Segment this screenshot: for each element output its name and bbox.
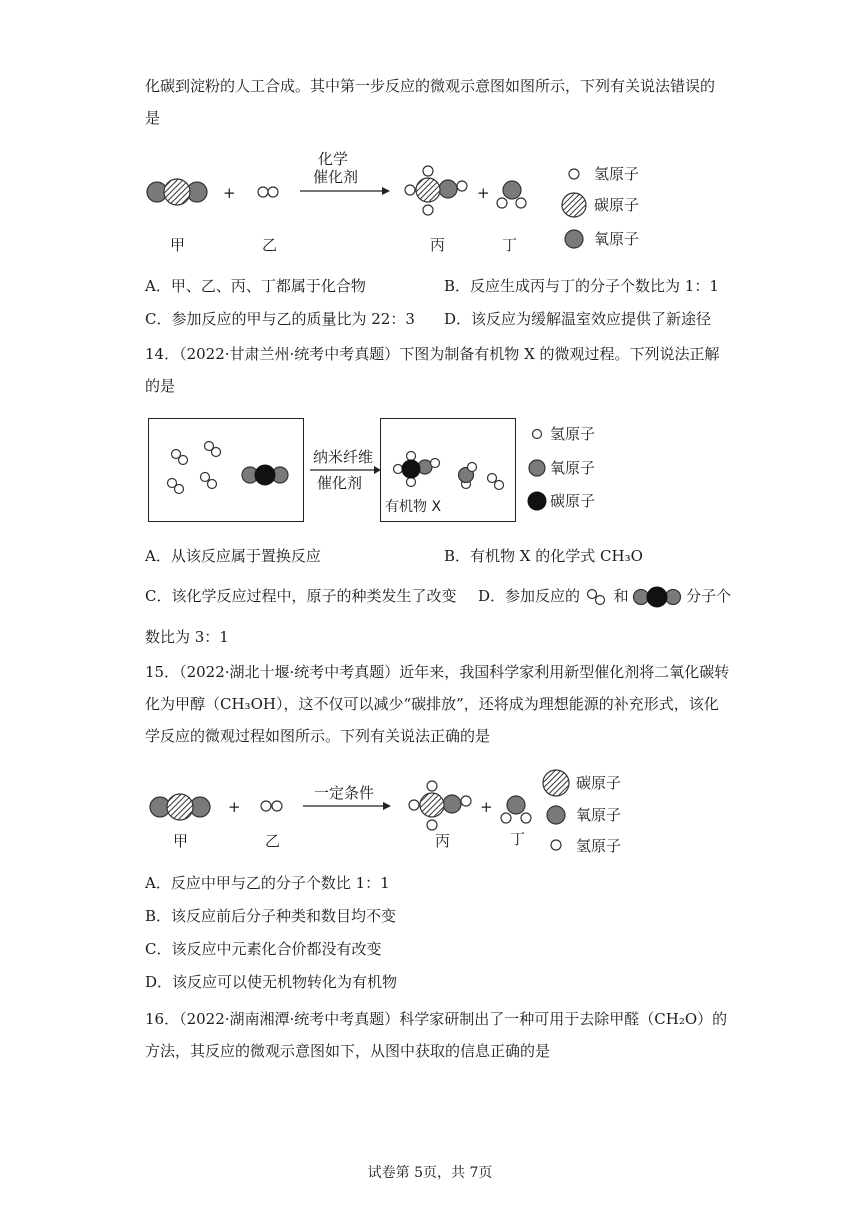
legend-hydrogen: 氢原子 xyxy=(550,425,596,443)
q14-option-d xyxy=(478,586,731,607)
q14-arrow-bottom-text: 催化剂 xyxy=(317,474,363,492)
label-yi: 乙 xyxy=(265,832,281,850)
q13-legend-icons xyxy=(560,162,590,252)
q13-option-b: B．反应生成丙与丁的分子个数比为 1：1 xyxy=(444,277,719,295)
q16-text-line1: 16．（2022·湖南湘潭·统考中考真题）科学家研制出了一种可用于去除甲醛（CH₂O）的 xyxy=(145,1010,728,1028)
q13-text-line2: 是 xyxy=(145,109,161,127)
plus-sign: + xyxy=(223,184,236,202)
q13-option-d: D．该反应为缓解温室效应提供了新途径 xyxy=(444,310,712,328)
q14-reactant-molecules xyxy=(150,420,300,520)
q15-molecule-jia xyxy=(148,787,228,827)
label-yi: 乙 xyxy=(262,236,278,254)
reaction-arrow-icon xyxy=(303,801,391,811)
q15-text-line3: 学反应的微观过程如图所示。下列有关说法正确的是 xyxy=(145,727,491,745)
page-footer: 试卷第 5页，共 7页 xyxy=(367,1165,493,1181)
legend-oxygen: 氧原子 xyxy=(594,230,640,248)
legend-carbon: 碳原子 xyxy=(550,492,596,510)
q16-text-line2: 方法，其反应的微观示意图如下，从图中获取的信息正确的是 xyxy=(145,1042,551,1060)
q13-arrow-top-text: 化学 xyxy=(318,150,349,168)
q14-product-molecules xyxy=(382,420,512,500)
q13-arrow-bottom-text: 催化剂 xyxy=(313,168,359,186)
q14-option-d-mid: 和 xyxy=(613,587,629,605)
q15-molecule-yi xyxy=(260,797,290,817)
hydrogen-molecule-icon xyxy=(585,589,609,605)
q14-option-b: B．有机物 X 的化学式 CH₃O xyxy=(444,547,643,565)
label-ding: 丁 xyxy=(510,830,526,848)
q15-arrow-top-text: 一定条件 xyxy=(314,784,375,802)
plus-sign: + xyxy=(228,798,241,816)
q15-molecule-bing xyxy=(405,777,475,837)
reaction-arrow-icon xyxy=(300,186,390,196)
label-bing: 丙 xyxy=(435,832,451,850)
label-ding: 丁 xyxy=(502,236,518,254)
q14-text-line1: 14．（2022·甘肃兰州·统考中考真题）下图为制备有机物 X 的微观过程。下列说法正解 xyxy=(145,345,720,363)
q14-option-c: C．该化学反应过程中，原子的种类发生了改变 xyxy=(145,587,457,605)
q13-molecule-ding xyxy=(494,177,530,213)
q13-option-a: A．甲、乙、丙、丁都属于化合物 xyxy=(145,277,366,295)
q13-molecule-jia xyxy=(145,172,225,212)
label-jia: 甲 xyxy=(173,832,189,850)
q14-text-line2: 的是 xyxy=(145,377,176,395)
legend-carbon: 碳原子 xyxy=(594,196,640,214)
legend-hydrogen: 氢原子 xyxy=(594,165,640,183)
q13-option-c: C．参加反应的甲与乙的质量比为 22：3 xyxy=(145,310,415,328)
q15-option-b: B．该反应前后分子种类和数目均不变 xyxy=(145,907,397,925)
legend-oxygen: 氧原子 xyxy=(550,459,596,477)
legend-hydrogen: 氢原子 xyxy=(576,837,622,855)
q14-arrow-top-text: 纳米纤维 xyxy=(313,448,374,466)
label-jia: 甲 xyxy=(170,236,186,254)
q15-option-c: C．该反应中元素化合价都没有改变 xyxy=(145,940,382,958)
q13-molecule-yi xyxy=(257,183,287,203)
q15-option-d: D．该反应可以使无机物转化为有机物 xyxy=(145,973,398,991)
q14-option-d-post: 分子个 xyxy=(686,587,732,605)
plus-sign: + xyxy=(480,798,493,816)
q13-text-line1: 化碳到淀粉的人工合成。其中第一步反应的微观示意图如图所示，下列有关说法错误的 xyxy=(145,77,716,95)
q15-text-line1: 15．（2022·湖北十堰·统考中考真题）近年来，我国科学家利用新型催化剂将二氧化碳转 xyxy=(145,663,730,681)
q15-molecule-ding xyxy=(498,792,534,828)
q14-option-d-continued: 数比为 3：1 xyxy=(145,628,229,646)
q14-option-a: A．从该反应属于置换反应 xyxy=(145,547,321,565)
q13-molecule-bing xyxy=(400,162,470,222)
legend-carbon: 碳原子 xyxy=(576,774,622,792)
reaction-arrow-icon xyxy=(310,465,380,475)
q15-legend-icons xyxy=(540,768,574,858)
carbon-dioxide-molecule-icon xyxy=(633,587,681,607)
label-bing: 丙 xyxy=(430,236,446,254)
legend-oxygen: 氧原子 xyxy=(576,806,622,824)
q15-text-line2: 化为甲醇（CH₃OH），这不仅可以减少“碳排放”，还将成为理想能源的补充形式，该化 xyxy=(145,695,719,713)
plus-sign: + xyxy=(477,184,490,202)
q14-option-d-pre: D．参加反应的 xyxy=(478,587,581,605)
q15-option-a: A．反应中甲与乙的分子个数比 1：1 xyxy=(145,874,390,892)
q14-product-label: 有机物 X xyxy=(385,499,442,515)
